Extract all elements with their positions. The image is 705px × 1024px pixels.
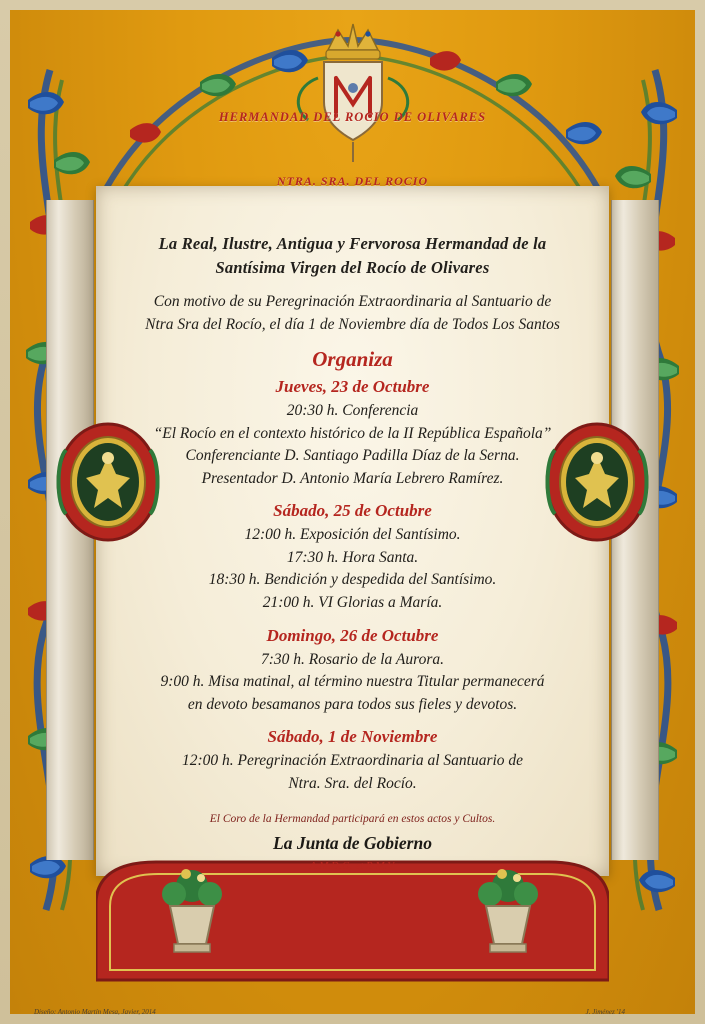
program-day-2-entry-2: en devoto besamanos para todos sus fieles y devotos. bbox=[187, 695, 518, 713]
program-day-0 bbox=[100, 375, 605, 490]
signature-body: La Junta de Gobierno bbox=[273, 833, 432, 854]
program-day-1-entry-2: 18:30 h. Bendición y despedida del Santísimo. bbox=[208, 571, 497, 589]
program-day-2 bbox=[100, 624, 605, 717]
hermandad-header bbox=[100, 232, 605, 280]
program-day-1-entry-0: 12:00 h. Exposición del Santísimo. bbox=[244, 526, 461, 544]
program-day-1-entry-1: 17:30 h. Hora Santa. bbox=[286, 548, 419, 566]
organiza-label: Organiza bbox=[312, 347, 393, 372]
program-day-3-entry-0: 12:00 h. Peregrinación Extraordinaria al Santuario de bbox=[181, 752, 524, 770]
program-day-0-entry-2: Conferenciante D. Santiago Padilla Díaz de la Serna. bbox=[185, 447, 520, 465]
program-day-0-date: Jueves, 23 de Octubre bbox=[275, 377, 430, 397]
program-day-0-entry-0: 20:30 h. Conferencia bbox=[286, 401, 419, 419]
crest-ribbon-top: HERMANDAD DEL ROCIO DE OLIVARES bbox=[218, 110, 487, 124]
program-day-0-entry-1: “El Rocío en el contexto histórico de la II República Española” bbox=[153, 424, 552, 442]
program-day-2-date: Domingo, 26 de Octubre bbox=[266, 625, 439, 645]
amdg-motto: A.M.D.G. et B.M.V. bbox=[309, 859, 396, 872]
motive-line-2: Ntra Sra del Rocío, el día 1 de Noviembre día de Todos Los Santos bbox=[145, 315, 560, 333]
program-day-3-date: Sábado, 1 de Noviembre bbox=[267, 727, 438, 747]
header-line-1: La Real, Ilustre, Antigua y Fervorosa Hermandad de la bbox=[158, 234, 547, 253]
program-day-1 bbox=[100, 499, 605, 614]
artist-signature-right: J. Jiménez '14 bbox=[585, 1008, 625, 1016]
program-day-3-entry-1: Ntra. Sra. del Rocío. bbox=[288, 774, 417, 792]
bottom-ornament-band bbox=[96, 860, 609, 996]
artist-signature-left: Diseño: Antonio Martín Mesa, Javier, 2014 bbox=[34, 1008, 156, 1016]
poster-text-content bbox=[100, 232, 605, 874]
spacer-0 bbox=[100, 490, 605, 499]
spacer-2 bbox=[100, 716, 605, 725]
program-day-0-entry-3: Presentador D. Antonio María Lebrero Ramírez. bbox=[201, 469, 504, 487]
marian-crowned-crest-icon bbox=[278, 16, 428, 176]
program-day-1-entry-3: 21:00 h. VI Glorias a María. bbox=[262, 594, 443, 612]
header-line-2: Santísima Virgen del Rocío de Olivares bbox=[215, 258, 490, 278]
program-day-2-entry-0: 7:30 h. Rosario de la Aurora. bbox=[261, 650, 444, 668]
spacer-1 bbox=[100, 615, 605, 624]
program-day-2-entry-1: 9:00 h. Misa matinal, al término nuestra Titular permanecerá bbox=[160, 673, 545, 691]
choir-note: El Coro de la Hermandad participará en estos actos y Cultos. bbox=[209, 813, 496, 826]
motive-block bbox=[100, 291, 605, 336]
program-day-1-date: Sábado, 25 de Octubre bbox=[273, 501, 432, 521]
motive-line-1: Con motivo de su Peregrinación Extraordinaria al Santuario de bbox=[153, 293, 552, 311]
program-day-3 bbox=[100, 725, 605, 795]
crest-ribbon-bottom: NTRA. SRA. DEL ROCIO bbox=[276, 174, 429, 188]
